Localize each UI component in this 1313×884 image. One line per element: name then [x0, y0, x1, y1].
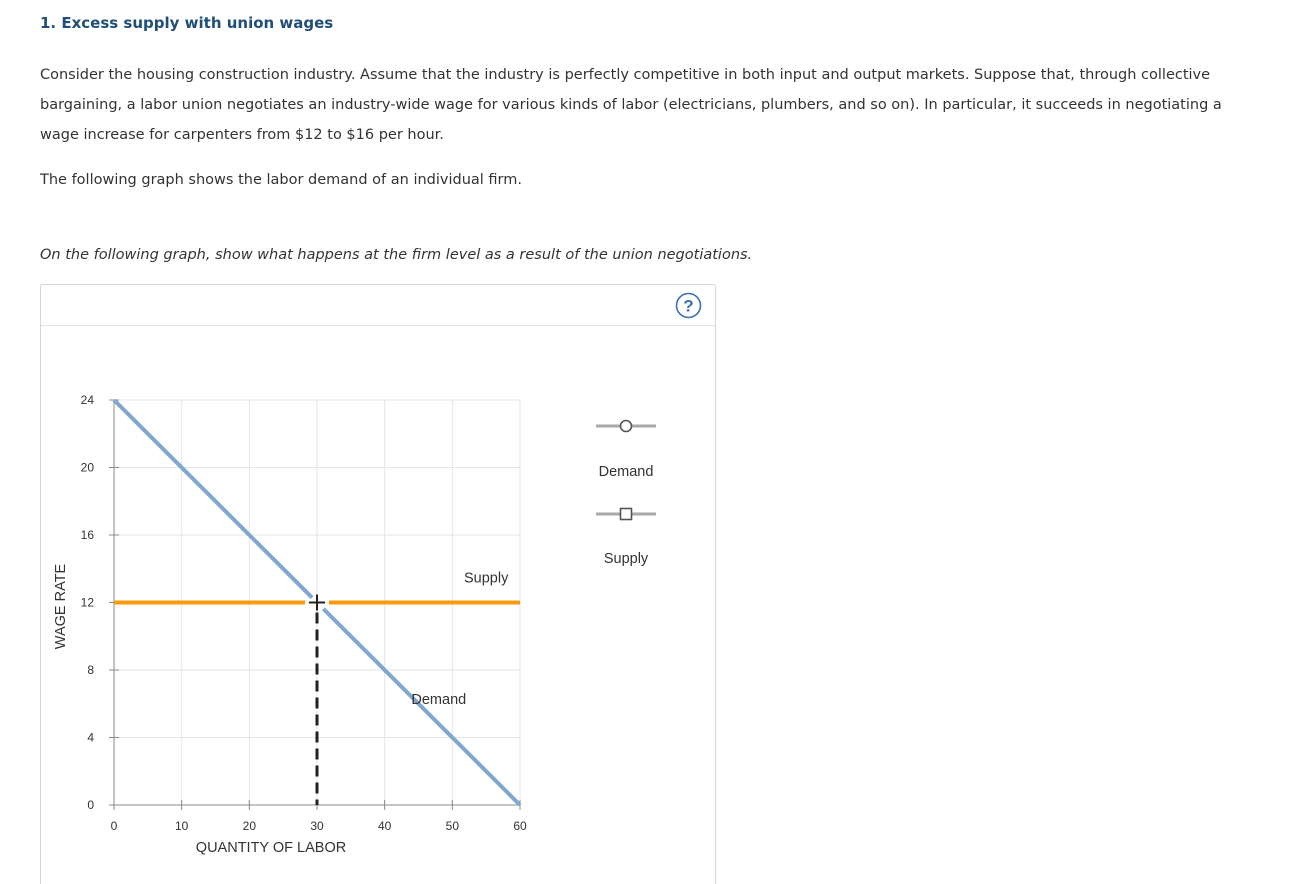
chart-legend[interactable] [596, 421, 656, 568]
svg-text:?: ? [683, 296, 694, 316]
x-tick-label: 60 [513, 819, 527, 833]
supply-curve-label: Supply [463, 570, 509, 587]
x-tick-label: 40 [377, 819, 392, 833]
question-paragraph: Consider the housing construction industry. Assume that the industry is perfectly competitive in both input and output markets. Suppose that, through collective bargaining, a labor union negotiates an industry-wide wage for various kinds of labor (electricians, plumbers, and so on). In particular, it succeeds in negotiating a wage increase for carpenters from $12 to $16 per hour. [40, 67, 1222, 143]
legend-demand-label: Demand [598, 464, 654, 480]
y-tick-label: 16 [80, 528, 94, 542]
instruction-text: On the following graph, show what happens at the firm level as a result of the union negotiations. [40, 247, 753, 263]
legend-demand-circle-icon[interactable] [621, 421, 632, 432]
y-tick-label: 0 [87, 798, 94, 812]
chart-axes [53, 393, 527, 856]
x-tick-label: 0 [110, 819, 118, 833]
legend-supply-label: Supply [603, 551, 649, 567]
y-tick-label: 4 [87, 730, 94, 745]
x-tick-label: 50 [445, 819, 460, 833]
x-tick-label: 20 [242, 819, 257, 833]
x-tick-label: 30 [310, 819, 324, 833]
y-tick-label: 12 [80, 595, 94, 610]
question-title: 1. Excess supply with union wages [40, 14, 334, 32]
demand-curve-label: Demand [411, 691, 467, 708]
y-tick-label: 20 [80, 460, 94, 475]
demand-curve[interactable] [114, 400, 312, 598]
x-axis-title: QUANTITY OF LABOR [195, 840, 347, 856]
x-tick-label: 10 [174, 819, 189, 833]
legend-supply-square-icon[interactable] [621, 509, 632, 520]
y-tick-label: 8 [87, 663, 94, 677]
graph-description: The following graph shows the labor demand of an individual firm. [40, 172, 522, 188]
y-axis-title: WAGE RATE [53, 563, 69, 650]
y-tick-label: 24 [80, 393, 94, 407]
